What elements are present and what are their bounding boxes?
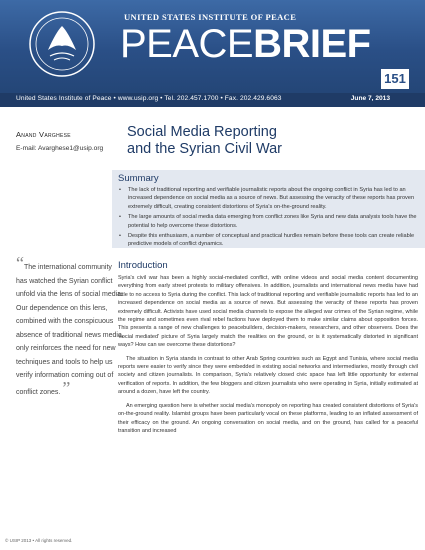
contact-info: United States Institute of Peace • www.usip.org • Tel. 202.457.1700 • Fax. 202.429.6063 — [16, 95, 282, 102]
introduction-heading: Introduction — [118, 260, 168, 271]
quote-close-mark: ” — [62, 377, 71, 398]
article-title — [127, 124, 417, 158]
author-name: Anand Varghese — [16, 130, 71, 139]
issue-number: 151 — [381, 69, 409, 89]
summary-item: • The lack of traditional reporting and verifiable journalistic reports about the ongoing conflict in Syria has led to an increased dependence on social media as a source of news. But assessing the veracity of these reports has proven extremely difficult, creating consistent distortions of Syria's on-the-ground reality. — [119, 187, 415, 210]
bullet-icon: • — [119, 187, 121, 193]
article-body — [118, 274, 418, 440]
quote-open-mark: “ — [16, 253, 24, 273]
publication-date: June 7, 2013 — [350, 95, 390, 102]
article-title-line1: Social Media Reporting — [127, 124, 277, 140]
copyright: © USIP 2013 • All rights reserved. — [5, 538, 73, 543]
institute-name: UNITED STATES INSTITUTE OF PEACE — [124, 12, 297, 22]
masthead — [0, 0, 425, 93]
usip-seal-icon — [28, 10, 96, 78]
body-paragraph: An emerging question here is whether social media's monopoly on reporting has created consistent distortions of Syria's on-the-ground reality. Islamist groups have been particularly vocal on these platforms, leading to an inflated assessment of their efficacy on the ground. An ongoing conversation on social media, and on the ground, has called for a peaceful transition and increased — [118, 402, 418, 434]
title-brief: BRIEF — [253, 22, 371, 66]
summary-heading: Summary — [118, 173, 159, 184]
summary-list — [118, 186, 418, 251]
summary-item: • Despite this enthusiasm, a number of conceptual and practical hurdles remain before these tools can create reliable predictive models of conflict dynamics. — [119, 233, 415, 248]
publication-title — [120, 22, 371, 66]
pull-quote — [16, 253, 124, 399]
body-paragraph: The situation in Syria stands in contrast to other Arab Spring countries such as Egypt and Tunisia, where social media reports were easier to verify since they were embedded in existing social networks and intermediaries, mostly through civil society and citizen journalists. In comparison, Syria's relatively closed civic space has left little opportunity for external verification of reports. In addition, the few bloggers and citizen journalists who were operating in Syria, initially estimated at around a dozen, have left the country. — [118, 355, 418, 396]
title-peace: PEACE — [120, 22, 254, 66]
pull-quote-text: The international community has watched the Syrian conflict unfold via the lens of social media. Our dependence on this lens, combined with the conspicuous absence of traditional news media, only reinforces the need for new techniques and tools to help us verify information coming out of conflict zones. — [16, 264, 124, 396]
author-email: E-mail: Avarghese1@usip.org — [16, 145, 104, 152]
summary-item: • The large amounts of social media data emerging from conflict zones like Syria and new data analysis tools have the potential to help overcome these distortions. — [119, 214, 417, 229]
bullet-icon: • — [119, 233, 121, 240]
article-title-line2: and the Syrian Civil War — [127, 141, 282, 157]
body-paragraph: Syria's civil war has been a highly social-mediated conflict, with online videos and social media content documenting everything from early street protests to military offensives. In addition, journalists and international news media have had little to no access to Syria during the conflict. This lack of traditional reporting and verifiable journalistic reports has led to an increased dependence on social media as a source of news. But assessing the veracity of these reports has proven extremely difficult. Activists have used social media channels to expose the alleged war crimes of the Syrian regime, while the regime and sometimes even rival rebel factions have deployed them to make similar claims about opposition forces. This presents a range of new challenges to peacebuilders, decision-makers, researchers, and other observers. Does the 'social mediated' picture of Syria largely match the realities on the ground, or is it systematically distorted in significant ways? How can we overcome these distortions? — [118, 275, 418, 349]
contact-bar — [0, 93, 425, 107]
bullet-icon: • — [119, 214, 121, 221]
